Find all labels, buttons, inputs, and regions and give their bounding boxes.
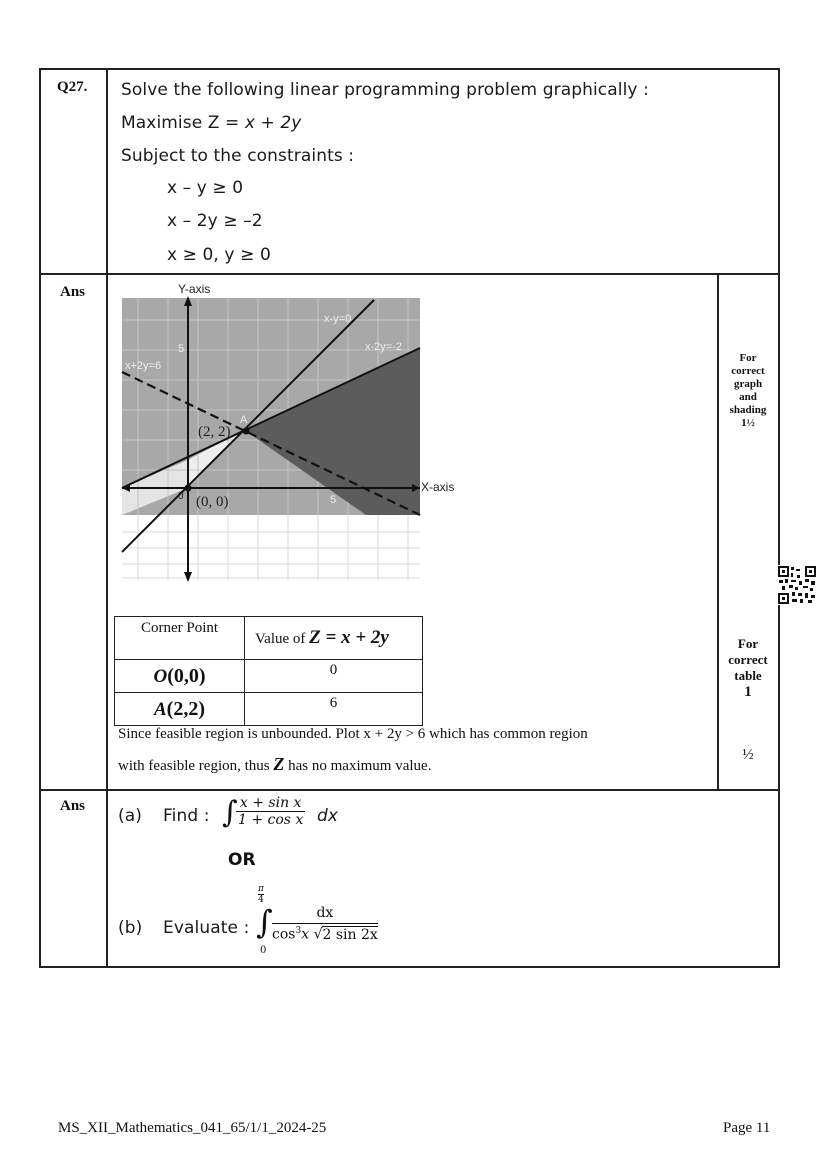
objective-expression: x + 2y: [244, 113, 302, 133]
constraint-2: x – 2y ≥ –2: [167, 211, 263, 231]
table-border-bottom: [39, 966, 779, 968]
value-text: 6: [329, 695, 338, 711]
table-col-divider: [106, 68, 108, 968]
point-coords: (0,0): [167, 664, 206, 687]
marks-graph-line: correct: [731, 365, 765, 377]
conclusion-post: has no maximum value.: [284, 758, 432, 774]
conclusion-sym: Z: [273, 754, 285, 774]
corner-point-cell: [115, 693, 245, 726]
marks-table-value: 1: [744, 684, 752, 700]
label-x-minus-2y: x-2y=-2: [365, 341, 402, 353]
objective-prefix: Maximise Z =: [121, 113, 245, 133]
corner-point-table: [114, 616, 423, 726]
part-a-denominator: 1 + cos x: [238, 812, 304, 828]
value-cell: [245, 660, 423, 693]
marks-table-line: correct: [728, 652, 768, 667]
marks-table-line: For: [737, 636, 759, 651]
point-a-label: A: [240, 414, 248, 426]
table-header-row: [115, 617, 423, 660]
part-a-dx: dx: [317, 806, 339, 826]
corner-point-cell: [115, 660, 245, 693]
row-divider-1: [39, 273, 779, 275]
table-row: [115, 660, 423, 693]
marks-col-divider: [717, 273, 719, 789]
part-b-verb: Evaluate :: [163, 918, 250, 938]
part-b-fraction: [272, 905, 378, 943]
upper-limit-den: 4: [258, 895, 264, 905]
header-value-expr: Z = x + 2y: [309, 627, 389, 648]
question-number: Q27.: [57, 79, 88, 95]
answer-label-1: Ans: [60, 284, 86, 300]
marks-conclusion: ½: [742, 747, 754, 763]
or-text: OR: [228, 850, 256, 870]
table-border-right: [778, 68, 780, 968]
part-b-label: (b): [118, 918, 143, 938]
label-x-minus-y: x-y=0: [324, 313, 352, 325]
table-row: [115, 693, 423, 726]
constraints-heading: Subject to the constraints :: [121, 146, 355, 166]
point-a: [243, 428, 250, 435]
den-exp: 3: [295, 926, 302, 936]
marks-graph-line: and: [739, 391, 757, 403]
marks-table-line: table: [734, 668, 762, 683]
conclusion-pre: with feasible region, thus: [118, 758, 274, 774]
grid-background: [122, 515, 420, 580]
integral-lower-limit: 0: [260, 945, 267, 956]
origin-label: 0: [178, 491, 184, 502]
table-border-left: [39, 68, 41, 968]
point-letter: O: [153, 665, 168, 687]
constraint-1: x – y ≥ 0: [167, 178, 244, 198]
label-x-plus-2y: x+2y=6: [125, 360, 162, 372]
part-b-numerator: dx: [272, 905, 378, 924]
part-a-label: (a): [118, 806, 142, 826]
marks-graph-line: graph: [733, 378, 763, 390]
objective-function: [121, 113, 301, 133]
tick-x-5: 5: [330, 494, 337, 506]
conclusion-line-2: [118, 754, 431, 775]
integral-upper-limit: [258, 884, 264, 905]
part-b-denominator: [272, 924, 378, 943]
part-a-verb: Find :: [163, 806, 210, 826]
header-value-prefix: Value of: [255, 631, 310, 647]
value-text: 0: [329, 662, 338, 678]
footer-doc-id: MS_XII_Mathematics_041_65/1/1_2024-25: [58, 1120, 327, 1136]
answer-label-2: Ans: [60, 798, 86, 814]
value-cell: [245, 693, 423, 726]
marks-table: [719, 636, 777, 700]
y-axis-arrow-bottom: [184, 572, 192, 582]
point-letter: A: [153, 698, 167, 720]
y-axis-label: Y-axis: [178, 282, 211, 296]
marks-graph-value: 1½: [741, 417, 755, 429]
footer-page-number: Page 11: [723, 1120, 771, 1136]
tick-y-5: 5: [178, 343, 185, 355]
row-divider-2: [39, 789, 779, 791]
marks-graph-line: shading: [729, 404, 767, 416]
conclusion-line-1: Since feasible region is unbounded. Plot x + 2y > 6 which has common region: [118, 726, 588, 742]
x-axis-label: X-axis: [421, 480, 455, 494]
den-root: 2 sin 2x: [322, 926, 378, 943]
point-origin: [185, 485, 192, 492]
part-a-numerator: x + sin x: [236, 795, 305, 812]
marks-graph: [719, 352, 777, 430]
den-x: x: [301, 926, 310, 943]
point-a-coords: (2, 2): [198, 424, 231, 440]
integral-sign-a: ∫: [222, 795, 238, 830]
origin-coords: (0, 0): [196, 494, 229, 510]
qr-code: [777, 565, 817, 605]
sqrt-sign: √: [313, 926, 323, 943]
integral-sign-b: ∫: [256, 903, 273, 941]
header-value: [245, 617, 423, 660]
question-prompt: Solve the following linear programming problem graphically :: [121, 80, 649, 100]
table-border-top: [39, 68, 779, 70]
header-corner-point: [115, 617, 245, 660]
marks-graph-line: For: [739, 352, 757, 364]
upper-limit-num: π: [258, 884, 264, 894]
den-cos: cos: [272, 926, 296, 943]
part-a-fraction: [236, 795, 305, 828]
point-coords: (2,2): [166, 697, 205, 720]
constraint-3: x ≥ 0, y ≥ 0: [167, 245, 271, 265]
header-corner-point-text: Corner Point: [140, 620, 219, 636]
lpp-graph: [118, 280, 455, 585]
